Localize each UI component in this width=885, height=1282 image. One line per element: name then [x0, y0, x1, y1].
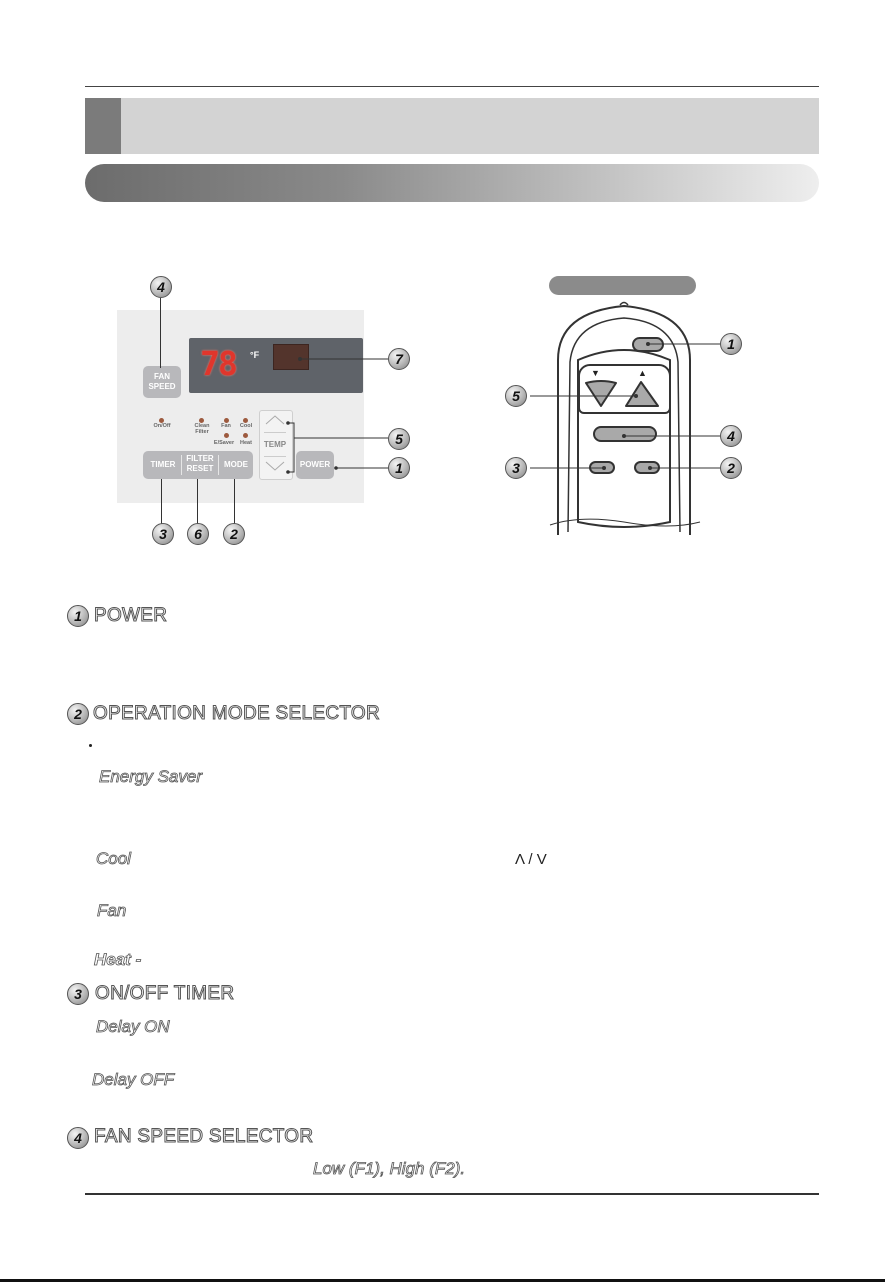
leader-line [160, 298, 161, 368]
bottom-rule [85, 1193, 819, 1195]
title-bar [85, 98, 819, 154]
callout-fan-speed: 4 [150, 276, 172, 298]
led-heat [243, 433, 248, 438]
mode-fan: Fan [97, 901, 127, 920]
section-banner [85, 164, 819, 202]
led-esaver [224, 433, 229, 438]
timer-delay-off: Delay OFF [92, 1070, 175, 1089]
display-unit: °F [250, 350, 260, 360]
mode-cool: Cool [96, 849, 131, 868]
section-number-fan-speed: 4 [67, 1127, 89, 1149]
leader-lines [280, 350, 390, 490]
label-esaver: E/Saver [213, 440, 235, 446]
fan-speed-button[interactable]: FAN SPEED [143, 366, 181, 398]
remote-callout-temp: 5 [505, 385, 527, 407]
title-bar-tab [85, 98, 121, 154]
timer-button[interactable]: TIMER [150, 460, 176, 469]
remote-leader-lines [520, 330, 730, 480]
remote-header-bar [549, 276, 696, 295]
callout-power: 1 [388, 457, 410, 479]
callout-timer: 3 [152, 523, 174, 545]
label-on-off: On/Off [153, 423, 171, 429]
temp-label: TEMP [263, 440, 287, 449]
leader-line [197, 479, 198, 524]
label-fan: Fan [221, 423, 231, 429]
label-heat: Heat [240, 440, 252, 446]
remote-down-arrow-icon: ▼ [591, 368, 600, 378]
display-temperature: 78 [200, 344, 236, 383]
remote-callout-fan-speed: 4 [720, 425, 742, 447]
temp-arrows-symbol: Λ / V [515, 851, 547, 868]
remote-callout-timer: 3 [505, 457, 527, 479]
label-cool: Cool [239, 423, 253, 429]
section-number-mode: 2 [67, 703, 89, 725]
section-title-mode: OPERATION MODE SELECTOR [93, 703, 381, 724]
label-clean-filter: Clean Filter [194, 423, 210, 435]
top-rule [85, 86, 819, 87]
remote-callout-power: 1 [720, 333, 742, 355]
power-button[interactable]: POWER [296, 451, 334, 479]
section-number-power: 1 [67, 605, 89, 627]
leader-line [161, 479, 162, 524]
section-title-power: POWER [94, 605, 168, 626]
timer-delay-on: Delay ON [96, 1017, 170, 1036]
callout-mode: 2 [223, 523, 245, 545]
leader-line [234, 479, 235, 524]
bullet [89, 744, 92, 747]
mode-energy-saver: Energy Saver [99, 767, 202, 786]
remote-callout-mode: 2 [720, 457, 742, 479]
callout-filter-reset: 6 [187, 523, 209, 545]
filter-reset-button[interactable]: FILTER RESET [186, 454, 214, 473]
section-title-fan-speed: FAN SPEED SELECTOR [94, 1126, 314, 1147]
remote-up-arrow-icon: ▲ [638, 368, 647, 378]
fan-speed-options: Low (F1), High (F2). [313, 1159, 466, 1178]
callout-display: 7 [388, 348, 410, 370]
section-title-timer: ON/OFF TIMER [95, 983, 235, 1004]
mode-button[interactable]: MODE [224, 460, 248, 469]
callout-temp: 5 [388, 428, 410, 450]
section-number-timer: 3 [67, 983, 89, 1005]
mode-heat: Heat - [94, 950, 142, 969]
